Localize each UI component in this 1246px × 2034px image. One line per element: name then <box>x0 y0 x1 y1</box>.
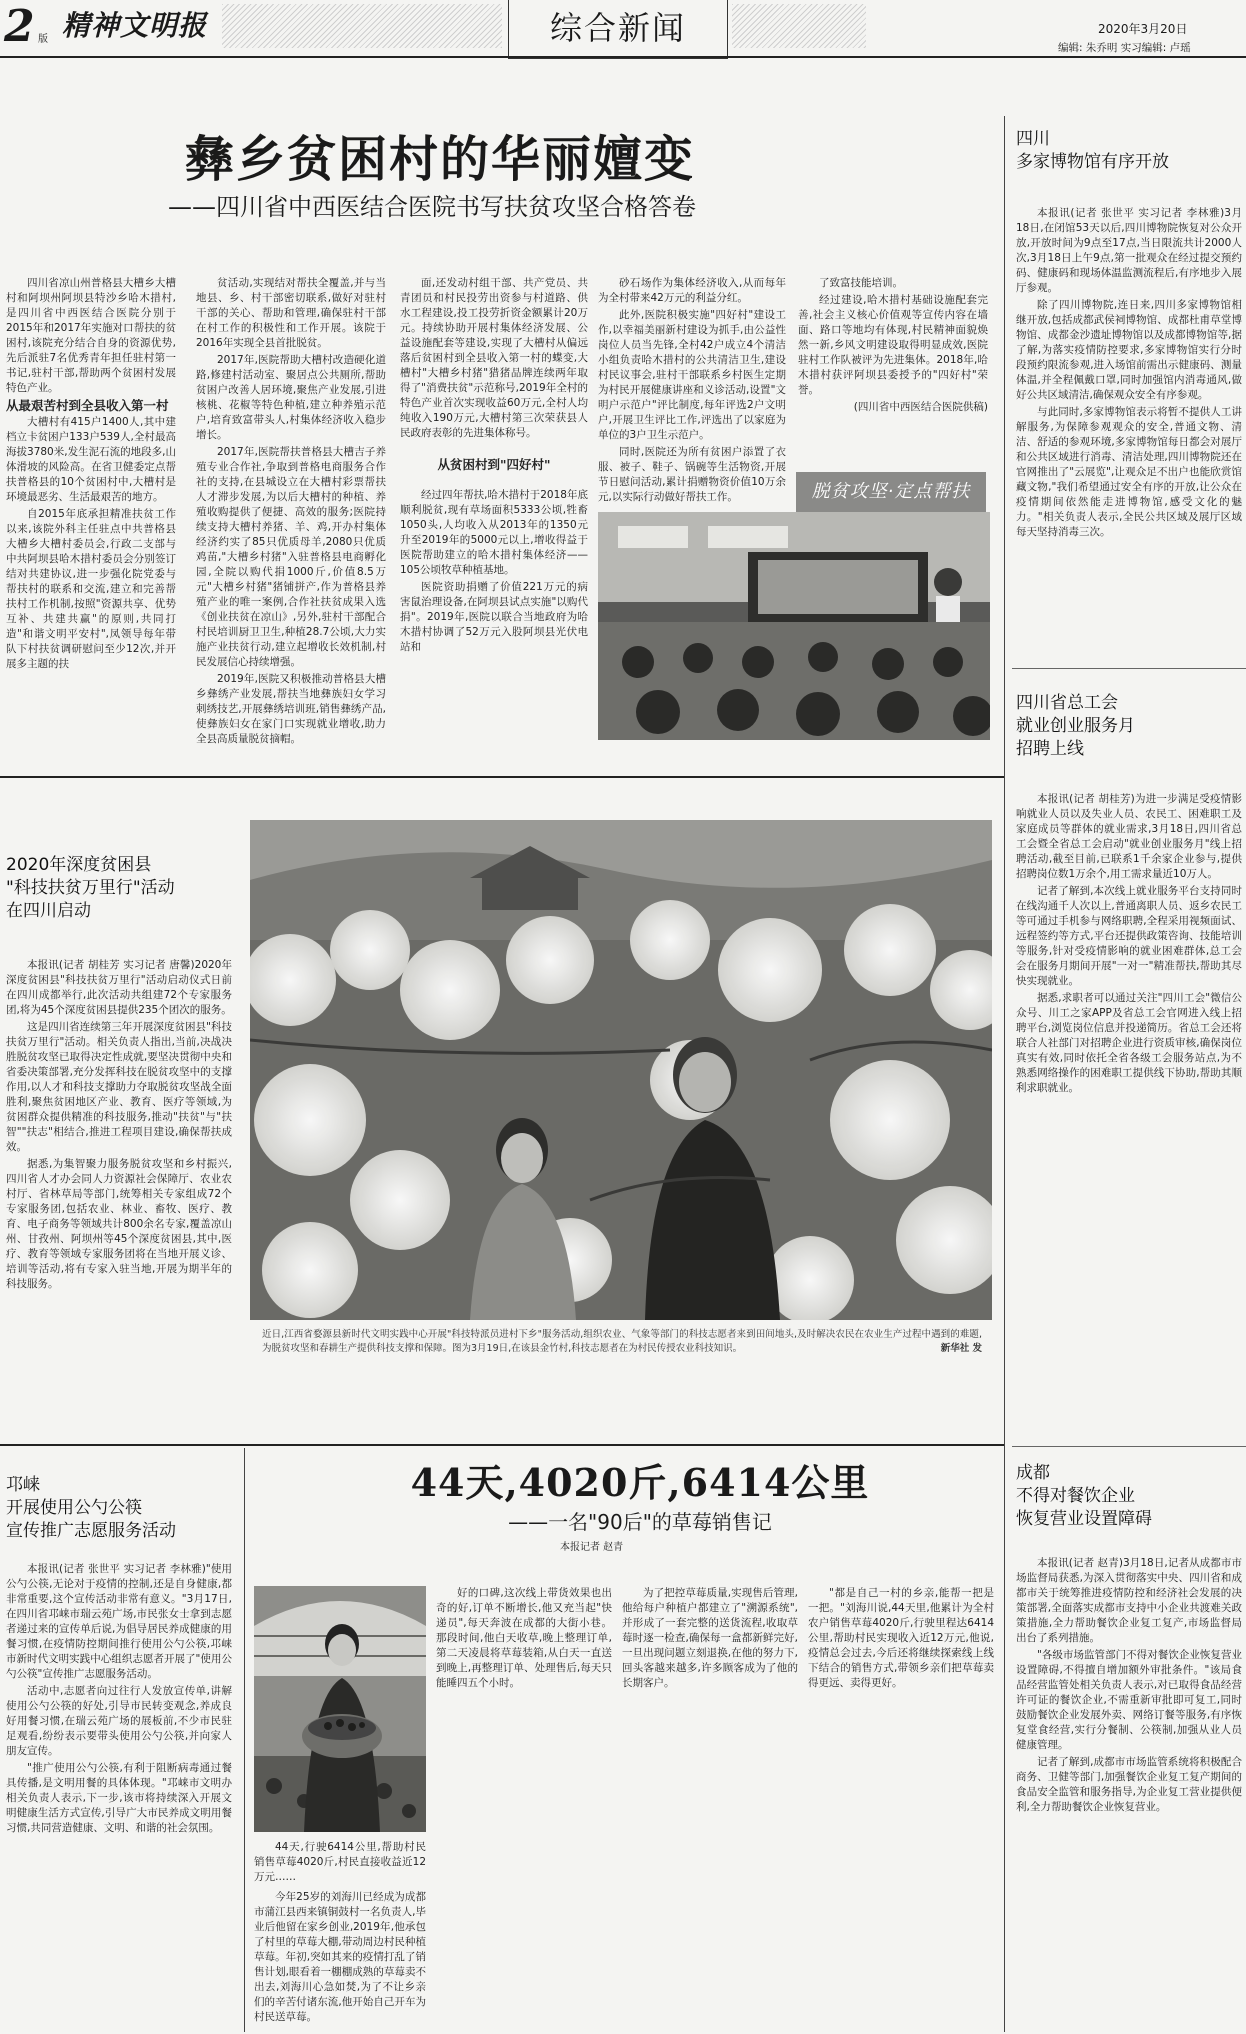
story-paragraph: 本报讯(记者 张世平 实习记者 李林雅)"使用公勺公筷,无论对于疫情的控制,还是自身健康,都非常重要,这个宣传活动非常有意义。"3月17日,在四川省邛崃市瑞云苑广场,市民张女士拿到志愿者递过来的宣传单后说,为倡导居民养成健康的用餐习惯,在疫情防控期间推行使用公勺公筷,邛崃市新时代文明实践中心组织志愿者开展了"使用公勺公筷"宣传推广志愿服务活动。 <box>6 1563 232 1680</box>
paper-name: 精神文明报 <box>62 9 208 42</box>
lead-column-4 <box>598 276 786 502</box>
feature-column-4 <box>808 1586 994 2028</box>
lead-paragraph: 自2015年底承担精准扶贫工作以来,该院外科主任驻点中共普格县大槽乡大槽村委员会,行政二支部与中共阿坝县哈木措村委员会分别签订结对共建协议,进一步强化院党委与帮扶村的联系和交流,建立和完善帮扶村工作机制,按照"资源共享、优势互补、共建共赢"的原则,共同打造"和谐文明平安村",凤领导每年带队下村扶贫调研慰问至少12次,并开展多主题的扶 <box>6 508 176 670</box>
orchard-photo <box>250 820 992 1320</box>
lead-paragraph: 面,还发动村组干部、共产党员、共青团员和村民投劳出资参与村道路、供水工程建设,投工投劳折资金额累计20万元。持续协助开展村集体经济发展、公益设施配套等建设,实现了大槽村从偏远落后贫困村到全县收入第一村的蝶变,大槽村"大槽乡村猪"猎猪品牌连续两年取得了"消费扶贫"示范称号,2019年全村的特色产业首次实现收益60万元,全村人均纯收入190万元,大槽村第三次荣获县人民政府表彰的先进集体称号。 <box>400 277 588 439</box>
bottom-left-divider <box>244 1448 245 2032</box>
tech-story <box>6 958 232 1436</box>
classroom-photo-art <box>598 512 990 740</box>
poverty-badge-label: 脱贫攻坚·定点帮扶 <box>811 481 971 502</box>
dining-story <box>1016 1556 1242 2026</box>
lead-subtitle: ——四川省中西医结合医院书写扶贫攻坚合格答卷 <box>168 193 696 221</box>
right-rule-1 <box>1012 668 1246 669</box>
lead-subhead-2: 从贫困村到"四好村" <box>437 457 551 472</box>
lead-title: 彝乡贫困村的华丽嬗变 <box>185 130 696 188</box>
photo-credit: 新华社 发 <box>940 1343 982 1354</box>
feature-byline: 本报记者 赵青 <box>560 1542 624 1553</box>
story-paragraph: 活动中,志愿者向过往行人发放宣传单,讲解使用公勺公筷的好处,引导市民转变观念,养成良好用餐习惯,在瑞云苑广场的展板前,不少市民驻足观看,纷纷表示要带头使用公勺公筷,并向家人朋友宣传。 <box>6 1685 232 1757</box>
qionglai-story <box>6 1562 232 2028</box>
lead-paragraph: 2017年,医院帮扶普格县大槽吉子养殖专业合作社,争取到普格电商服务合作社的支持,在县城设立在大槽村彩票帮扶人才滞步发展,为以后大槽村的种植、养殖收购提供了便捷、高效的服务;医院持续支持大槽村养猪、羊、鸡,开办村集体经济约实了85只优质母羊,2080只优质鸡苗,"大槽乡村猪"入驻普格县电商孵化园,全院以购代捐1000斤,价值8.5万元"大槽乡村猪"猪铺拼产,作为普格县养殖产业的唯一案例,合作社扶贫成果入选《创业扶贫在凉山》,另外,驻村干部配合村民培训厨卫卫生,种植28.7公顷,大力实施产业扶贫行动,建立起增收长效机制,村民发展信心持续增强。 <box>196 446 386 668</box>
story-paragraph: 本报讯(记者 胡桂芳 实习记者 唐馨)2020年深度贫困县"科技扶贫万里行"活动启动仪式日前在四川成都举行,此次活动共组建72个专家服务团,将为45个深度贫困县提供235个团次的服务。 <box>6 959 232 1016</box>
story-paragraph: "都是自己一村的乡亲,能帮一把是一把。"刘海川说,44天里,他累计为全村农户销售草莓4020斤,行驶里程达6414公里,帮助村民实现收入近12万元,他说,疫情总会过去,今后还将继续探索线上线下结合的销售方式,带领乡亲们把草莓卖得更远、卖得更好。 <box>808 1587 994 1689</box>
lead-paragraph: 经过建设,哈木措村基础设施配套完善,社会主义核心价值观等宣传内容在墙面、路口等地均有体现,村民精神面貌焕然一新,乡风文明建设取得明显成效,医院驻村工作队被评为先进集体。2018年,哈木措村获评阿坝县委授予的"四好村"荣誉。 <box>798 294 988 396</box>
headline-line: 恢复营业设置障碍 <box>1016 1509 1152 1529</box>
headline-line: 2020年深度贫困县 <box>6 855 152 875</box>
masthead-rule <box>0 56 1246 58</box>
lead-bottom-rule <box>0 776 1004 778</box>
lead-column-3 <box>400 276 588 764</box>
issue-date: 2020年3月20日 <box>1098 22 1188 36</box>
story-paragraph: 本报讯(记者 赵青)3月18日,记者从成都市市场监督局获悉,为深入贯彻落实中央、四川省和成都市关于统筹推进疫情防控和经济社会发展的决策部署,全面落实成都市支持中小企业共渡难关政策措施,全力帮助餐饮企业复工复产,市场监督局出台了系列措施。 <box>1016 1557 1242 1644</box>
union-headline <box>1016 692 1242 761</box>
feature-column-2 <box>436 1586 612 2028</box>
headline-line: 开展使用公勺公筷 <box>6 1498 142 1518</box>
lead-column-2 <box>196 276 386 764</box>
lead-paragraph: 砂石场作为集体经济收入,从而每年为全村带来42万元的利益分红。 <box>598 277 786 304</box>
dining-headline <box>1016 1462 1242 1531</box>
masthead-shade-right <box>732 4 866 48</box>
lead-paragraph: 同时,医院还为所有贫困户添置了衣服、被子、鞋子、锅碗等生活物资,开展节日慰问活动,累计捐赠物资价值10万余元,以实际行动做好帮扶工作。 <box>598 446 786 502</box>
section-title: 综合新闻 <box>549 9 686 47</box>
masthead-shade <box>222 4 502 48</box>
story-paragraph: 记者了解到,本次线上就业服务平台支持同时在线沟通千人次以上,普通离职人员、返乡农民工等可通过手机参与网络职聘,全程采用视频面试、远程签约等方式,平台还提供政策咨询、技能培训等服务,针对受疫情影响的就业困难群体,总工会会在服务月期间开展"一对一"精准帮扶,帮助其尽快实现就业。 <box>1016 885 1242 987</box>
lead-paragraph: 经过四年帮扶,哈木措村于2018年底顺利脱贫,现有草场面积5333公顷,牲畜1050头,人均收入从2013年的1350元升至2019年的5000元以上,增收得益于医院帮助建立的哈木措村集体经济——105公顷牧草种植基地。 <box>400 489 588 576</box>
lead-column-1 <box>6 276 176 764</box>
poverty-badge <box>796 472 986 512</box>
orchard-photo-caption <box>262 1328 982 1356</box>
lead-subhead-1: 从最艰苦村到全县收入第一村 <box>6 398 169 413</box>
qionglai-headline <box>6 1474 232 1543</box>
headline-line: 宣传推广志愿服务活动 <box>6 1521 176 1541</box>
headline-line: 就业创业服务月 <box>1016 716 1135 736</box>
page-number: 2 <box>4 1 35 52</box>
story-paragraph: 据悉,为集智聚力服务脱贫攻坚和乡村振兴,四川省人才办会同人力资源社会保障厅、农业农村厅、省林草局等部门,统筹相关专家组成72个专家服务团,包括农业、林业、畜牧、医疗、教育、电子商务等领域共计800余名专家,覆盖凉山州、甘孜州、阿坝州等45个深度贫困县,其中,医疗、教育等领域专家服务团将在当地开展义诊、培训等活动,将有专家入驻当地,开展为期半年的科技服务。 <box>6 1158 232 1290</box>
headline-line: 邛崃 <box>6 1475 40 1495</box>
story-paragraph: "推广使用公勺公筷,有利于阻断病毒通过餐具传播,是文明用餐的具体体现。"邛崃市文明办相关负责人表示,下一步,该市将持续深入开展文明健康生活方式宣传,引导广大市民养成文明用餐习惯,共同营造健康、文明、和谐的社会氛围。 <box>6 1762 232 1834</box>
feature-caption-text: 44天,行驶6414公里,帮助村民销售草莓4020斤,村民直接收益近12万元…… <box>254 1841 426 1883</box>
story-paragraph: 好的口碑,这次线上带货效果也出奇的好,订单不断增长,他又充当起"快递员",每天奔波在成都的大街小巷。那段时间,他白天收草,晚上整理订单,第二天凌晨将草莓装箱,从白天一直送到晚上,再整理订单、处理售后,每天只能睡四五个小时。 <box>436 1587 612 1689</box>
headline-line: 在四川启动 <box>6 901 91 921</box>
headline-line: "科技扶贫万里行"活动 <box>6 878 175 898</box>
museum-headline <box>1016 128 1242 174</box>
feature-title: 44天,4020斤,6414公里 <box>410 1460 870 1505</box>
lead-paragraph: 大槽村有415户1400人,其中建档立卡贫困户133户539人,全村最高海拔3780米,发生泥石流的地段多,山体滑坡的风险高。在省卫健委定点帮扶普格县的10个贫困村中,大槽村是环境最恶劣、生活最艰苦的地方。 <box>6 416 176 503</box>
headline-line: 多家博物馆有序开放 <box>1016 152 1169 172</box>
orchard-photo-art <box>250 820 992 1320</box>
right-rule-2 <box>1012 1446 1246 1447</box>
section-box <box>508 0 728 59</box>
right-column-divider <box>1004 116 1005 2032</box>
headline-line: 成都 <box>1016 1463 1050 1483</box>
strawberry-photo-art <box>254 1586 426 1832</box>
story-paragraph: 记者了解到,成都市市场监管系统将积极配合商务、卫健等部门,加强餐饮企业复工复产期间的食品安全监管和服务指导,为企业复工营业提供便利,全力帮助餐饮企业恢复营业。 <box>1016 1756 1242 1813</box>
story-paragraph: 为了把控草莓质量,实现售后管理,他给每户种植户都建立了"溯源系统",并形成了一套完整的送货流程,收取草莓时逐一检查,确保每一盒都新鲜完好,一旦出现问题立刻退换,在他的努力下,回头客越来越多,许多顾客成为了他的长期客户。 <box>622 1587 798 1689</box>
strawberry-photo <box>254 1586 426 1832</box>
feature-subtitle: ——一名"90后"的草莓销售记 <box>508 1510 772 1534</box>
tech-headline <box>6 854 232 923</box>
story-paragraph: 这是四川省连续第三年开展深度贫困县"科技扶贫万里行"活动。相关负责人指出,当前,决战决胜脱贫攻坚已取得决定性成就,要坚决贯彻中央和省委决策部署,充分发挥科技在脱贫攻坚中的支撑作用,以人才和科技支撑助力夺取脱贫攻坚战全面胜利,聚焦贫困地区产业、教育、医疗等领域,为贫困群众提供精准的科技服务,推动"扶贫"与"扶智""扶志"相结合,推进工程项目建设,确保帮扶成效。 <box>6 1021 232 1153</box>
lead-paragraph: 了致富技能培训。 <box>819 277 903 289</box>
page-suffix: 版 <box>38 34 48 45</box>
feature-column-1 <box>254 1890 426 2028</box>
lead-paragraph: 贫活动,实现结对帮扶全覆盖,并与当地县、乡、村干部密切联系,做好对驻村干部的关心、帮助和管理,确保驻村干部在村工作的积极性和工作开展。该院于2016年实现全县首批脱贫。 <box>196 277 386 349</box>
story-paragraph: 本报讯(记者 胡桂芳)为进一步满足受疫情影响就业人员以及失业人员、农民工、困难职工及家庭成员等群体的就业需求,3月18日,四川省总工会暨全省总工会启动"就业创业服务月"线上招聘活动,截至目前,已联系1千余家企业参与,提供招聘岗位数1万余个,用工需求量近10万人。 <box>1016 793 1242 880</box>
story-paragraph: 今年25岁的刘海川已经成为成都市蒲江县西来镇铜鼓村一名负责人,毕业后他留在家乡创业,2019年,他承包了村里的草莓大棚,带动周边村民种植草莓。年初,突如其来的疫情打乱了销售计划,眼看着一棚棚成熟的草莓卖不出去,刘海川心急如焚,为了不让乡亲们的辛苦付诸东流,他开始自己开车为村民送草莓。 <box>254 1891 426 2023</box>
feature-photo-caption <box>254 1840 426 1886</box>
union-story <box>1016 792 1242 1432</box>
feature-column-3 <box>622 1586 798 2028</box>
photo-caption-text: 近日,江西省婺源县新时代文明实践中心开展"科技特派员进村下乡"服务活动,组织农业、气象等部门的科技志愿者来到田间地头,及时解决农民在农业生产过程中遇到的难题,为脱贫攻坚和春耕生产提供科技支撑和保障。图为3月19日,在该县金竹村,科技志愿者在为村民传授农业科技知识。 <box>262 1329 982 1354</box>
lead-paragraph: 2017年,医院帮助大槽村改造硬化道路,修建村活动室、聚居点公共厕所,帮助贫困户改善人居环境,聚焦产业发展,引进核桃、花椒等特色种植,建立种养殖示范户,培育致富带头人,村集体经济收入稳步增长。 <box>196 354 386 441</box>
headline-line: 四川 <box>1016 129 1050 149</box>
lead-paragraph: 2019年,医院又积极推动普格县大槽乡彝绣产业发展,帮扶当地彝族妇女学习刺绣技艺,开展彝绣培训班,销售彝绣产品,使彝族妇女在家门口实现就业增收,助力全县高质量脱贫摘帽。 <box>196 673 386 745</box>
story-paragraph: 据悉,求职者可以通过关注"四川工会"微信公众号、川工之家APP及省总工会官网进入线上招聘平台,浏览岗位信息并投递简历。省总工会还将联合人社部门对招聘企业进行资质审核,确保岗位真实有效,同时依托全省各级工会服务站点,为不熟悉网络操作的困难职工提供线下协助,帮助其顺利求职就业。 <box>1016 992 1242 1094</box>
lead-paragraph: 四川省凉山州普格县大槽乡大槽村和阿坝州阿坝县特沙乡哈木措村,是四川省中西医结合医院分别于2015年和2017年实施对口帮扶的贫困村,该院充分结合自身的资源优势,先后派驻7名优秀青年担任驻村第一书记,驻村干部,帮助两个贫困村发展特色产业。 <box>6 277 176 394</box>
classroom-photo <box>598 512 990 740</box>
lead-column-5 <box>798 276 988 462</box>
story-paragraph: "各级市场监管部门不得对餐饮企业恢复营业设置障碍,不得擅自增加额外审批条件。"该局食品经营监管处相关负责人表示,对已取得食品经营许可证的餐饮企业,不需重新审批即可复工,同时鼓励餐饮企业发展外卖、网络订餐等服务,有序恢复堂食经营,实行分餐制、公筷制,加强从业人员健康管理。 <box>1016 1649 1242 1751</box>
story-paragraph: 除了四川博物院,连日来,四川多家博物馆相继开放,包括成都武侯祠博物馆、成都杜甫草堂博物馆、成都金沙遗址博物馆以及成都博物馆等,据了解,为落实疫情防控要求,多家博物馆实行分时段预约限流参观,进入场馆前需出示健康码、测量体温,并全程佩戴口罩,同时加强馆内消毒通风,做好公共区域清洁,确保观众安全有序参观。 <box>1016 299 1242 401</box>
lead-credit: (四川省中西医结合医院供稿) <box>853 401 988 413</box>
lead-paragraph: 此外,医院积极实施"四好村"建设工作,以幸福美丽新村建设为抓手,由公益性岗位人员当先锋,全村42户成立4个清洁小组负责哈木措村的公共清洁卫生,建设村民议事会,驻村干部联系乡村医生定期为村民开展健康讲座和义诊活动,设置"文明户示范户"评比制度,每年评选2户文明户,开展卫生评比工作,评选出了以家庭为单位的3户卫生示范户。 <box>598 309 786 441</box>
museum-story <box>1016 206 1242 638</box>
editors: 编辑: 朱乔明 实习编辑: 卢瑶 <box>1058 42 1191 54</box>
headline-line: 四川省总工会 <box>1016 693 1118 713</box>
story-paragraph: 与此同时,多家博物馆表示将暂不提供人工讲解服务,为保障参观观众的安全,普通文物、清洁、舒适的参观环境,多家博物馆每日都会对展厅和公共区域进行消毒、清洁处理,四川博物院还在官网推出了"云展览",让观众足不出户也能欣赏馆藏文物,"我们希望通过安全有序的开放,让公众在疫情期间依然能走进博物馆,感受文化的魅力。"相关负责人表示,全民公共区域及展厅区域每天坚持消毒三次。 <box>1016 406 1242 538</box>
lead-paragraph: 医院资助捐赠了价值221万元的病害鼠治理设备,在阿坝县试点实施"以购代捐"。2019年,医院以联合当地政府为哈木措村协调了52万元入股阿坝县光伏电站和 <box>400 581 588 653</box>
headline-line: 不得对餐饮企业 <box>1016 1486 1135 1506</box>
story-paragraph: 本报讯(记者 张世平 实习记者 李林雅)3月18日,在闭馆53天以后,四川博物院恢复对公众开放,开放时间为9点至17点,当日限流共计2000人次,3月18日上午9点,第一批观众在经过提交预约码、健康码和现场体温监测流程后,有序地步入展厅参观。 <box>1016 207 1242 294</box>
middle-bottom-rule <box>0 1444 1004 1446</box>
headline-line: 招聘上线 <box>1016 739 1084 759</box>
